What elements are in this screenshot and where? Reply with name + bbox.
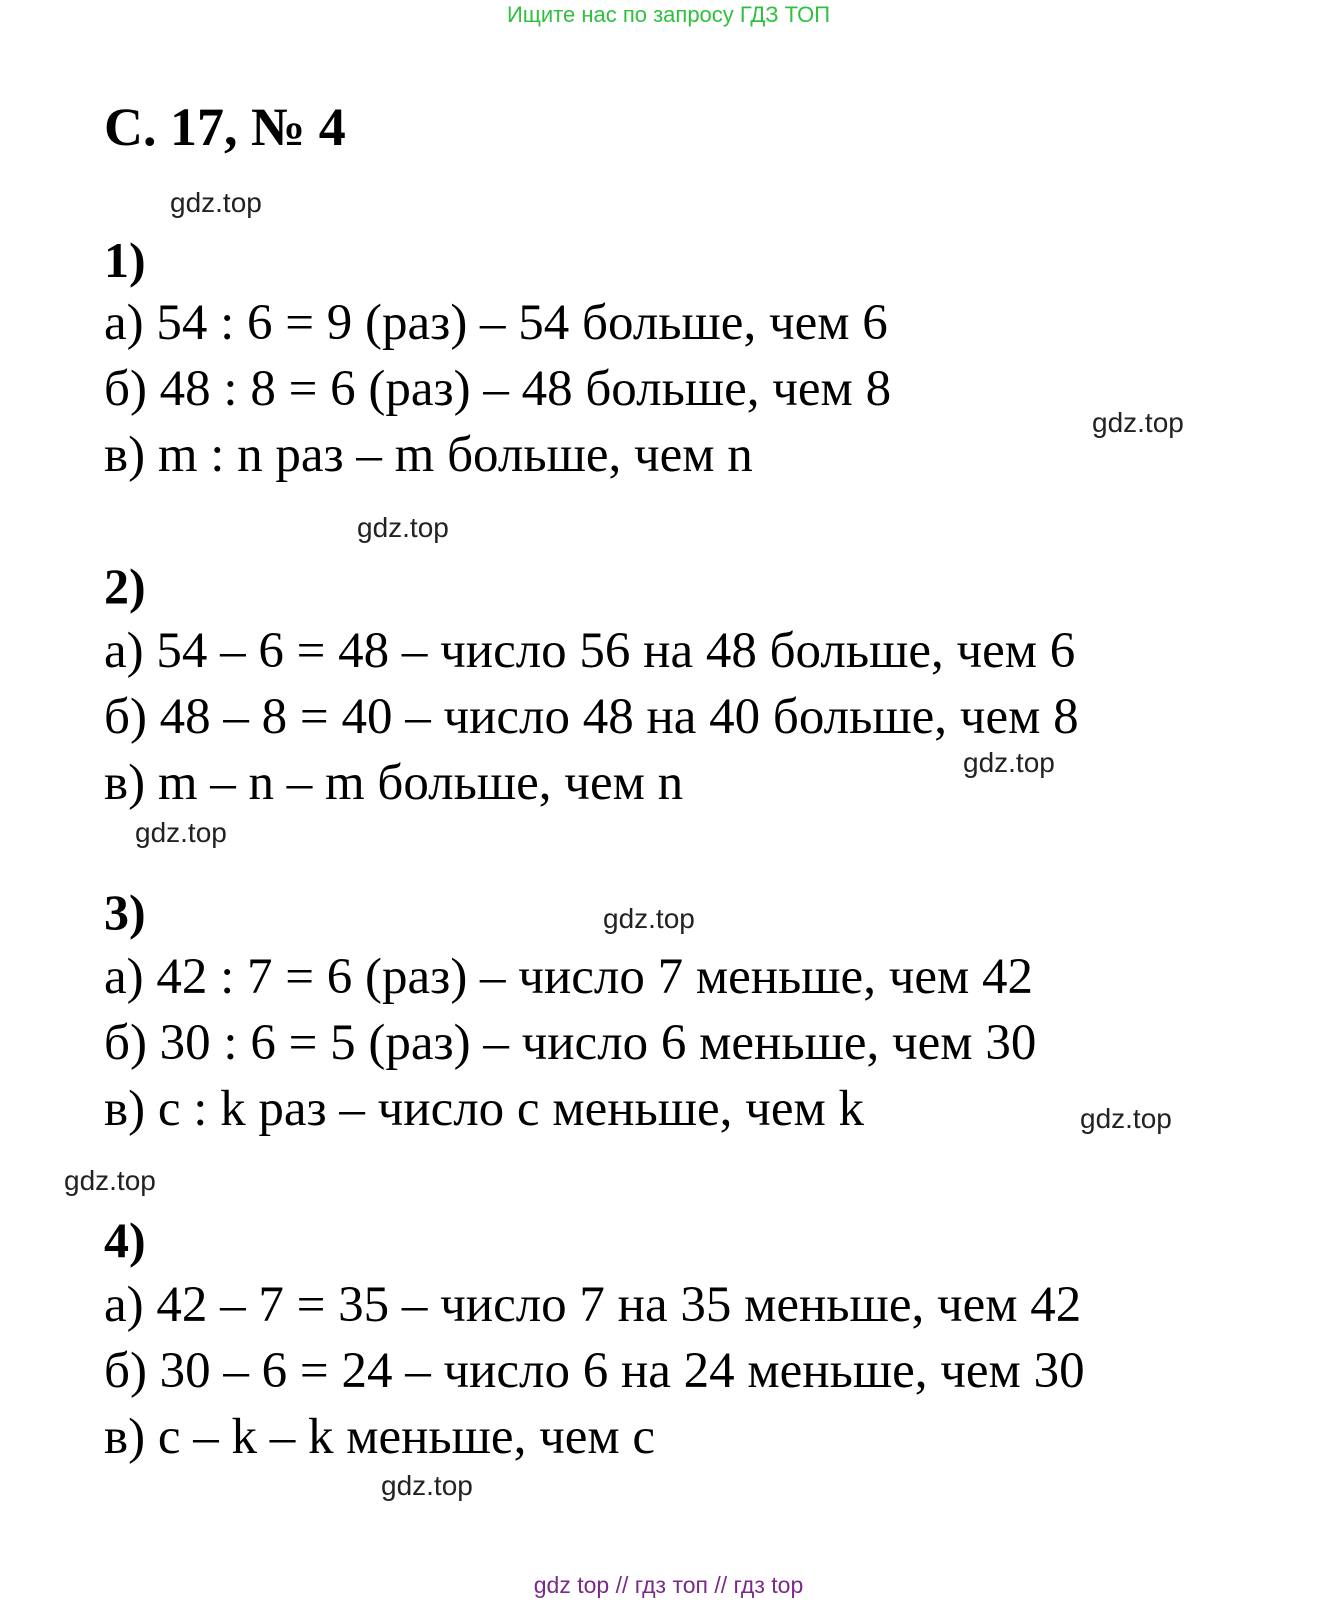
part-4-line-b: б) 30 – 6 = 24 – число 6 на 24 меньше, чем 30 [104, 1343, 1085, 1399]
part-3-line-b: б) 30 : 6 = 5 (раз) – число 6 меньше, чем 30 [104, 1015, 1037, 1071]
part-4-title: 4) [104, 1212, 146, 1268]
part-2-line-c: в) m – n – m больше, чем n [104, 755, 684, 811]
watermark: gdz.top [603, 903, 695, 934]
watermark: gdz.top [64, 1165, 156, 1196]
part-2-line-a: а) 54 – 6 = 48 – число 56 на 48 больше, чем 6 [104, 623, 1076, 679]
watermark: gdz.top [357, 512, 449, 543]
part-1-line-c: в) m : n раз – m больше, чем n [104, 427, 753, 483]
footer-links: gdz top // гдз топ // гдз top [533, 1572, 804, 1598]
watermark: gdz.top [1092, 407, 1184, 438]
watermark: gdz.top [381, 1470, 473, 1501]
part-2-title: 2) [104, 558, 146, 614]
part-1-line-a: а) 54 : 6 = 9 (раз) – 54 больше, чем 6 [104, 295, 888, 351]
top-banner: Ищите нас по запросу ГДЗ ТОП [506, 2, 831, 27]
part-2-line-b: б) 48 – 8 = 40 – число 48 на 40 больше, чем 8 [104, 689, 1079, 745]
page-heading: С. 17, № 4 [104, 97, 346, 157]
watermark: gdz.top [963, 747, 1055, 778]
part-4-line-a: а) 42 – 7 = 35 – число 7 на 35 меньше, чем 42 [104, 1277, 1082, 1333]
watermark: gdz.top [1080, 1103, 1172, 1134]
part-4-line-c: в) c – k – k меньше, чем c [104, 1409, 656, 1465]
watermark: gdz.top [170, 187, 262, 218]
part-3-line-c: в) c : k раз – число c меньше, чем k [104, 1081, 864, 1137]
part-3-line-a: а) 42 : 7 = 6 (раз) – число 7 меньше, чем 42 [104, 949, 1034, 1005]
part-1-line-b: б) 48 : 8 = 6 (раз) – 48 больше, чем 8 [104, 361, 892, 417]
watermark: gdz.top [135, 817, 227, 848]
part-1-title: 1) [104, 232, 146, 288]
part-3-title: 3) [104, 884, 146, 940]
